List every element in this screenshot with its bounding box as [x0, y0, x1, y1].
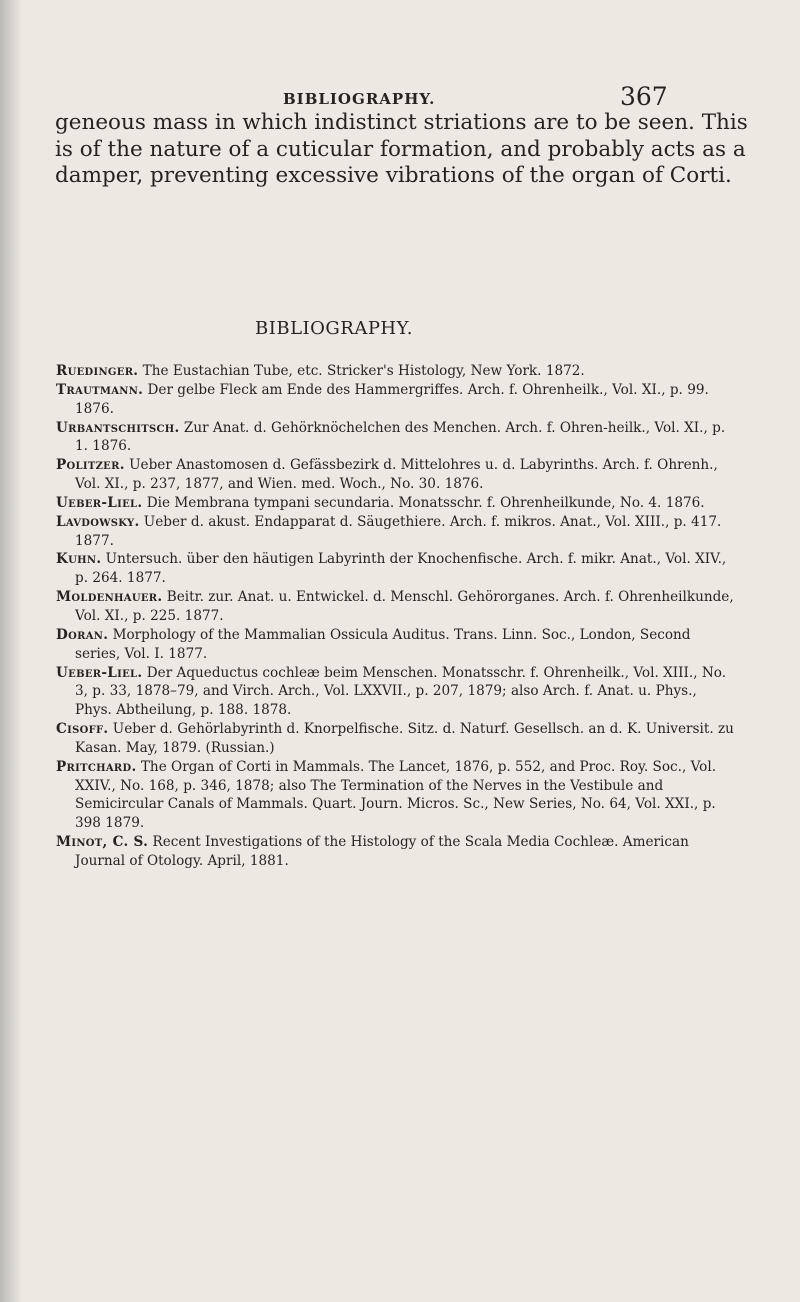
reference-author: Urbantschitsch.	[56, 419, 180, 436]
reference-author: Moldenhauer.	[56, 589, 163, 606]
reference-author: Lavdowsky.	[56, 513, 140, 530]
reference-text: Der Aqueductus cochleæ beim Menschen. Monatsschr. f. Ohrenheilk., Vol. XIII., No. 3, p. 33, 1878–79, and Virch. Arch., Vol. LXXVII., p. 207, 1879; also Arch. f. Anat. u. Phys., Phys. Abtheilung, p. 188. 1878.	[75, 664, 727, 719]
reference-author: Ruedinger.	[56, 363, 139, 379]
reference-text: The Eustachian Tube, etc. Stricker's Histology, New York. 1872.	[138, 363, 585, 379]
section-heading: BIBLIOGRAPHY.	[255, 318, 413, 339]
reference-author: Ueber-Liel.	[56, 494, 143, 511]
reference-entry	[56, 550, 736, 588]
reference-entry	[56, 664, 736, 721]
reference-text: Ueber d. Gehörlabyrinth d. Knorpelfische. Sitz. d. Naturf. Gesellsch. an d. K. Universit. zu Kasan. May, 1879. (Russian.)	[75, 721, 734, 756]
intro-paragraph-block	[55, 110, 755, 190]
bibliography-list	[56, 362, 736, 871]
reference-text: Zur Anat. d. Gehörknöchelchen des Menchen. Arch. f. Ohren-heilk., Vol. XI., p. 1. 1876.	[75, 419, 726, 455]
reference-entry	[56, 588, 736, 626]
reference-text: Untersuch. über den häutigen Labyrinth der Knochenfische. Arch. f. mikr. Anat., Vol. XIV., p. 264. 1877.	[75, 551, 727, 587]
reference-entry	[56, 494, 736, 513]
reference-author: Kuhn.	[56, 551, 102, 568]
reference-author: Minot, C. S.	[56, 834, 149, 851]
reference-text: Beitr. zur. Anat. u. Entwickel. d. Menschl. Gehörorganes. Arch. f. Ohrenheilkunde, Vol. XI., p. 225. 1877.	[75, 589, 734, 624]
reference-entry	[56, 362, 736, 381]
reference-entry	[56, 419, 736, 457]
reference-entry	[56, 626, 736, 664]
reference-entry	[56, 456, 736, 494]
reference-entry	[56, 758, 736, 833]
running-head: BIBLIOGRAPHY.	[283, 90, 436, 108]
reference-text: Recent Investigations of the Histology of the Scala Media Cochleæ. American Journal of Otology. April, 1881.	[75, 834, 689, 869]
reference-text: The Organ of Corti in Mammals. The Lancet, 1876, p. 552, and Proc. Roy. Soc., Vol. XXIV., No. 168, p. 346, 1878; also The Termination of the Nerves in the Vestibule and Semicircular Canals of Mammals. Quart. Journ. Micros. Sc., New Series, No. 64, Vol. XXI., p. 398 1879.	[75, 758, 717, 832]
reference-text: Morphology of the Mammalian Ossicula Auditus. Trans. Linn. Soc., London, Second series, Vol. I. 1877.	[75, 626, 691, 662]
reference-author: Ueber-Liel.	[56, 664, 143, 681]
reference-entry	[56, 513, 736, 551]
reference-author: Politzer.	[56, 457, 125, 474]
reference-author: Trautmann.	[56, 381, 144, 398]
reference-author: Pritchard.	[56, 758, 137, 775]
reference-entry	[56, 833, 736, 871]
page-gutter-shadow	[0, 0, 22, 1302]
reference-text: Ueber d. akust. Endapparat d. Säugethiere. Arch. f. mikros. Anat., Vol. XIII., p. 417. 1877.	[75, 513, 722, 549]
reference-author: Doran.	[56, 626, 109, 643]
page-number: 367	[620, 82, 668, 111]
reference-text: Die Membrana tympani secundaria. Monatsschr. f. Ohrenheilkunde, No. 4. 1876.	[142, 494, 705, 511]
reference-text: Ueber Anastomosen d. Gefässbezirk d. Mittelohres u. d. Labyrinths. Arch. f. Ohrenh., Vol. XI., p. 237, 1877, and Wien. med. Woch., No. 30. 1876.	[75, 457, 718, 493]
intro-paragraph: geneous mass in which indistinct striations are to be seen. This is of the nature of a cuticular formation, and probably acts as a damper, preventing excessive vibrations of the organ of Corti.	[55, 110, 748, 188]
reference-author: Cisoff.	[56, 721, 109, 738]
reference-entry	[56, 720, 736, 758]
reference-entry	[56, 381, 736, 419]
reference-text: Der gelbe Fleck am Ende des Hammergriffes. Arch. f. Ohrenheilk., Vol. XI., p. 99. 1876.	[75, 381, 709, 417]
